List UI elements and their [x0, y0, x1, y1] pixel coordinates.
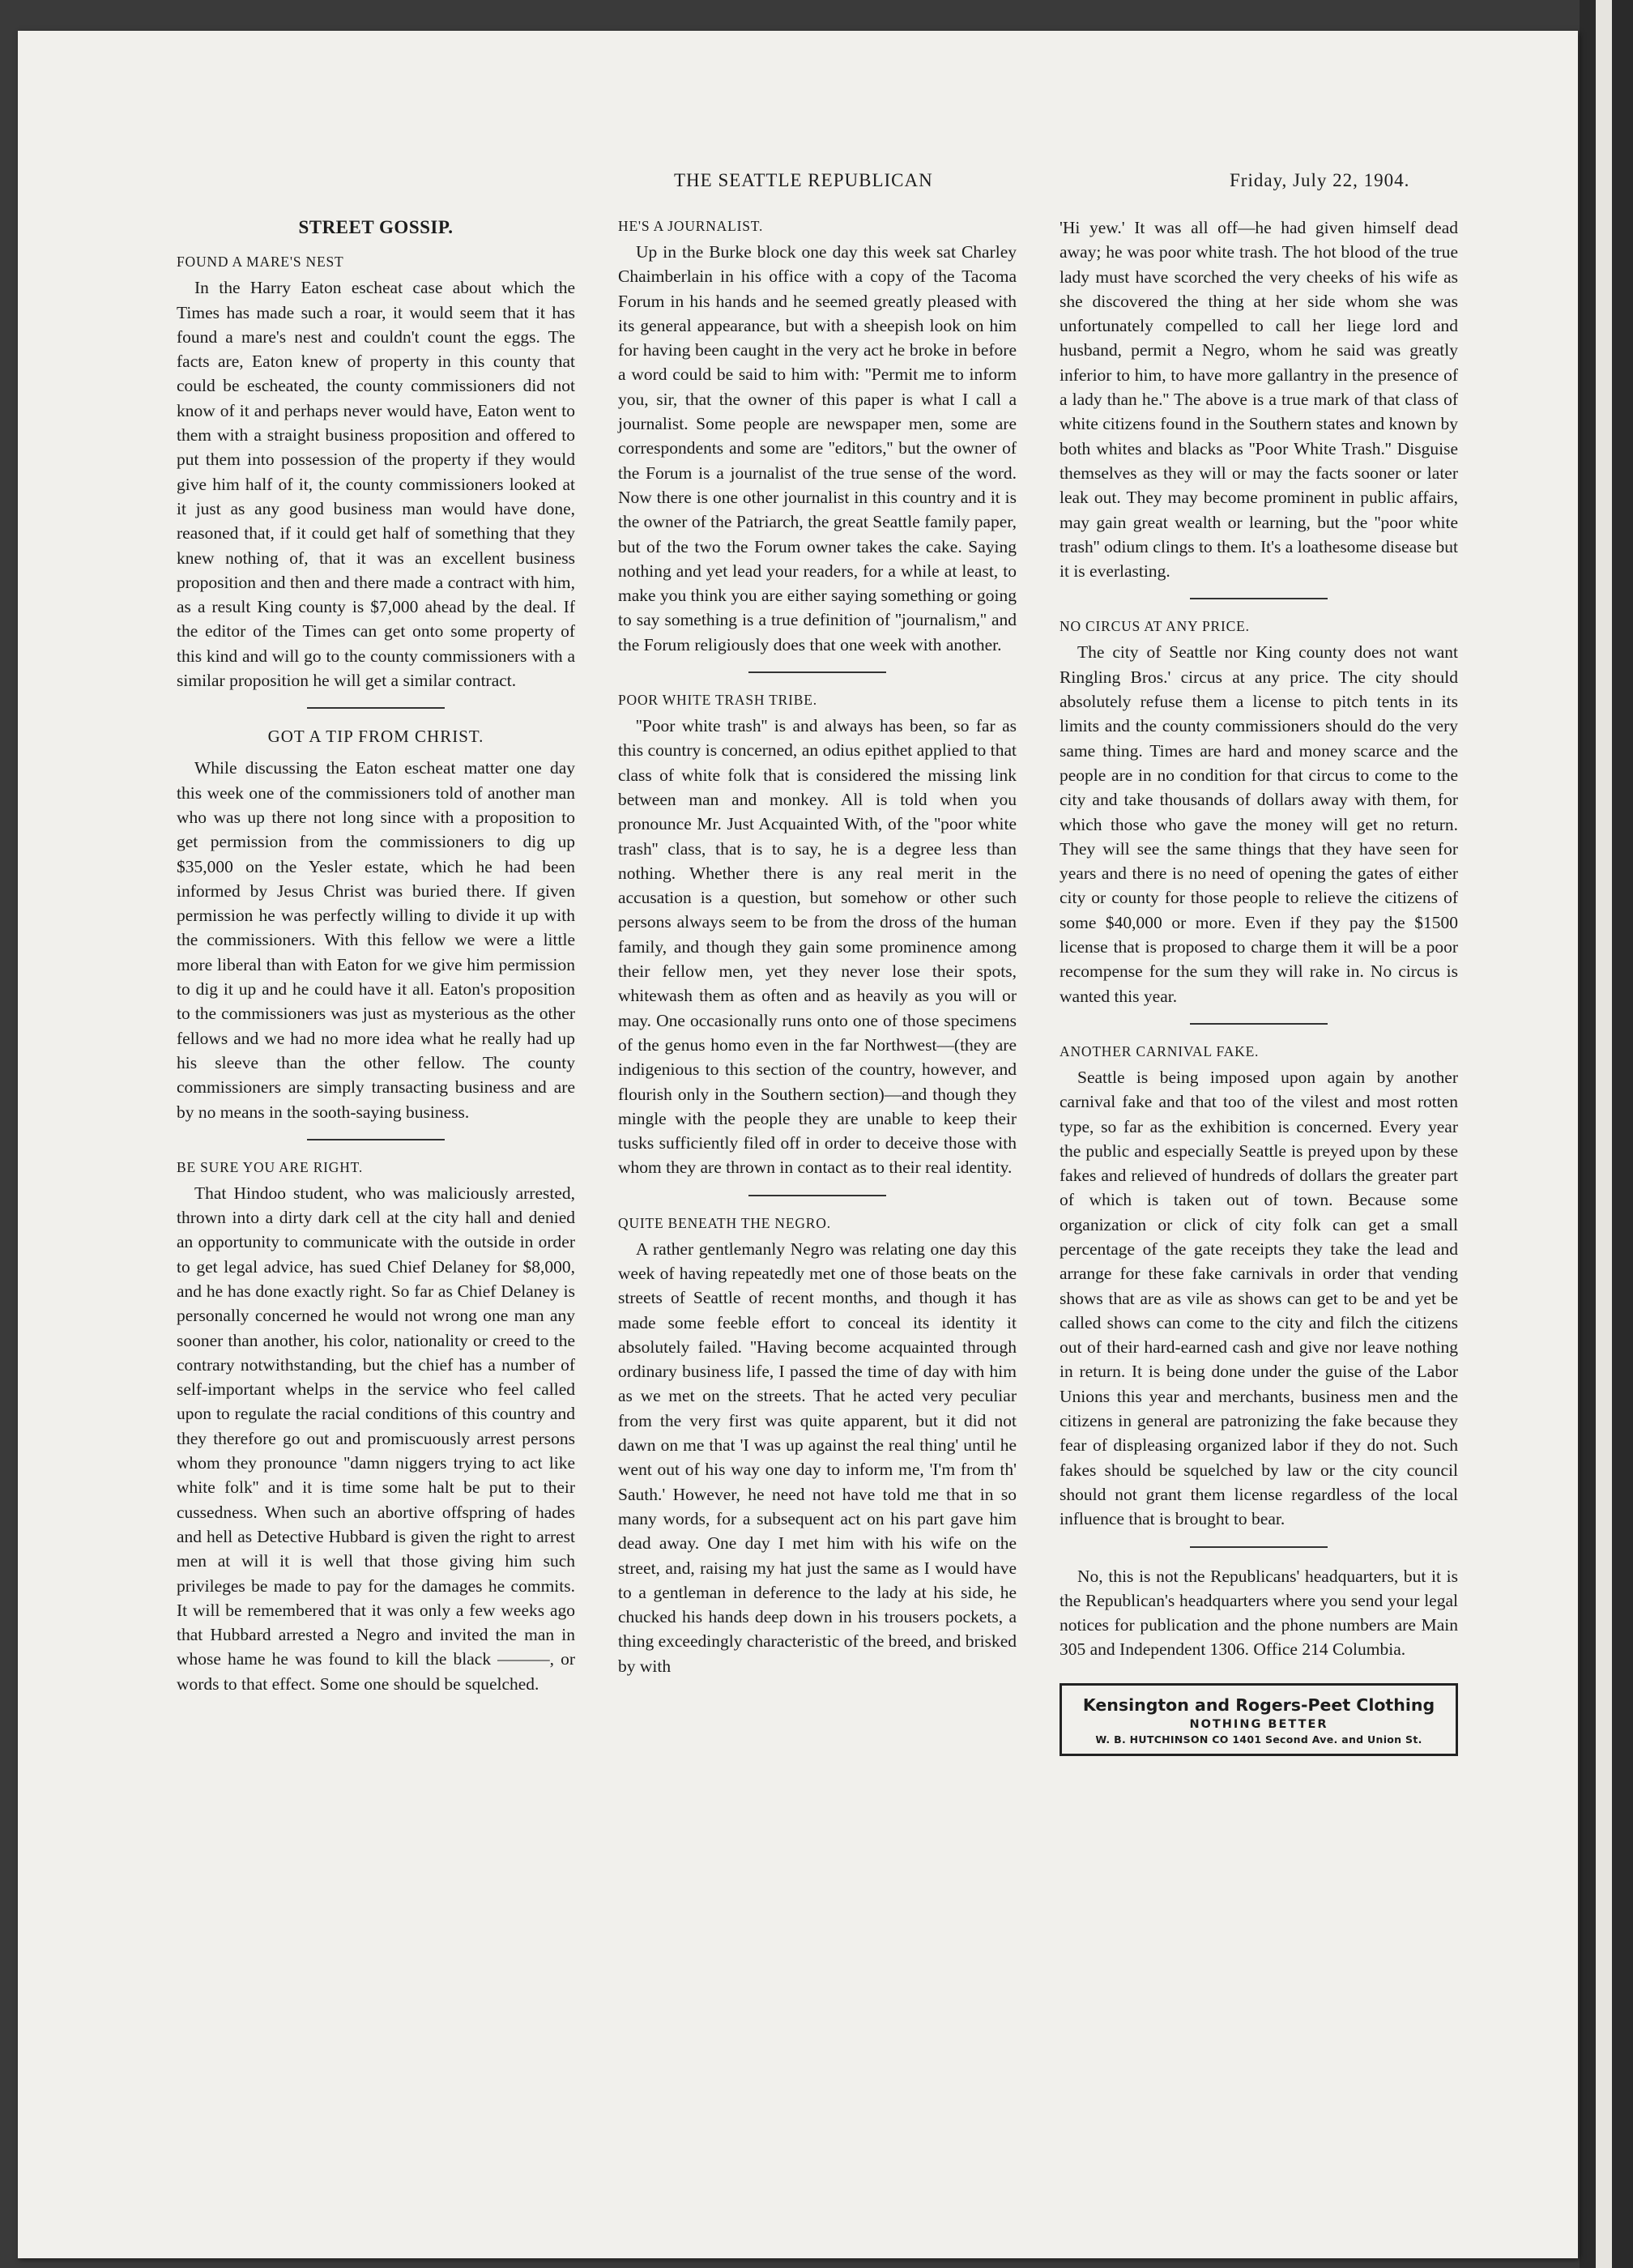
- column-2: [618, 215, 1017, 1678]
- article-body: No, this is not the Republicans' headquarters, but it is the Republican's headquarters where you send your legal notices for publication and the phone numbers are Main 305 and Independent 1306. Office 214 Columbia.: [1060, 1566, 1458, 1660]
- article-heading: BE SURE YOU ARE RIGHT.: [177, 1158, 364, 1175]
- column-3: [1060, 215, 1458, 1756]
- ad-address: W. B. HUTCHINSON CO 1401 Second Ave. and Union St.: [1095, 1733, 1422, 1746]
- divider-rule: [1190, 1546, 1328, 1548]
- article-heading: HE'S A JOURNALIST.: [618, 218, 764, 234]
- next-page-edge: [1596, 0, 1612, 2268]
- article-body: A rather gentlemanly Negro was relating one day this week of having repeatedly met one of those beats on the streets of Seattle of recent months, and though it has made some feeble effort to conceal its identity it absolutely failed. ''Having become acquainted through ordinary business life, I passed the time of day with him as we met on the streets. That he acted very peculiar from the very first was quite apparent, but it did not dawn on me that 'I was up against the real thing' until he went out of his way one day to inform me, 'I'm from th' Sauth.' However, he need not have told me that in so many words, for a subsequent act on his part gave him dead away. One day I met him with his wife on the street, and, raising my hat just the same as I would have to a gentleman in deference to the lady at his side, he chucked his hands deep down in his trousers pockets, a thing exceedingly characteristic of the breed, and brisked by with: [618, 1238, 1017, 1676]
- article-body: Seattle is being imposed upon again by another carnival fake and that too of the vilest and most rotten type, so far as the exhibition is concerned. Every year the public and especially Seattle is preyed upon by these fakes and relieved of hundreds of dollars the greater part of which is taken out of town. Because some organization or click of city folk can get a small percentage of the gate receipts they take the lead and arrange for these fake carnivals in order that vending shows that are as vile as shows can get to be and yet be called shows can come to the city and filch the citizens out of their hard-earned cash and give nor leave nothing in return. It is being done under the guise of the Labor Unions this year and merchants, business men and the citizens in general are patronizing the fake because they fear of displeasing organized labor if they do not. Such fakes should be squelched by law or the city council should not grant them license regardless of the local influence that is brought to bear.: [1060, 1067, 1458, 1529]
- paper-title: THE SEATTLE REPUBLICAN: [674, 170, 933, 190]
- column-1: [177, 215, 575, 1696]
- section-masthead: STREET GOSSIP.: [298, 217, 454, 237]
- ad-tagline: NOTHING BETTER: [1189, 1717, 1328, 1731]
- article-body: The city of Seattle nor King county does not want Ringling Bros.' circus at any price. The city should absolutely refuse them a license to pitch tents in its limits and the county commissioners should do the very same thing. Times are hard and money scarce and the people are in no condition for that circus to come to the city and take thousands of dollars away with them, for which those who gave the money will get no return. They will see the same things that they have seen for years and there is no need of opening the gates of either city or county for those people to relieve the citizens of some $40,000 or more. Even if they pay the $1500 license that is proposed to charge them it will be a poor recompense for the sum they will rake in. No circus is wanted this year.: [1060, 642, 1458, 1006]
- article-body: 'Hi yew.' It was all off—he had given himself dead away; he was poor white trash. The hot blood of the true lady must have scorched the very cheeks of his wife as she discovered the thing at her side whom she was unfortunately compelled to call her liege lord and husband, permit a Negro, whom he said was greatly inferior to him, to have more gallantry in the presence of a lady than he.'' The above is a true mark of that class of white citizens found in the Southern states and known by both whites and blacks as ''Poor White Trash.'' Disguise themselves as they will or may the facts sooner or later leak out. They may become prominent in public affairs, may gain great wealth or learning, but the ''poor white trash'' odium clings to them. It's a loathesome disease but it is everlasting.: [1060, 218, 1458, 582]
- article-heading: NO CIRCUS AT ANY PRICE.: [1060, 618, 1250, 635]
- divider-rule: [307, 1139, 445, 1140]
- article-body: That Hindoo student, who was maliciously arrested, thrown into a dirty dark cell at the city hall and denied an opportunity to communicate with the outside in order to get legal advice, has sued Chief Delaney for $8,000, and he has done exactly right. So far as Chief Delaney is personally concerned he would not wrong one man any sooner than another, his color, nationality or creed to the contrary notwithstanding, but the chief has a number of self-important whelps in the service who feel called upon to regulate the racial conditions of this country and they therefore go out and promiscuously arrest persons whom they pronounce ''damn niggers trying to act like white folk'' and it is time some halt be put to their cussedness. When such an abortive offspring of hades and hell as Detective Hubbard is given the right to arrest men at will it is well that those giving him such privileges be made to pay for the damages he commits. It will be remembered that it was only a few weeks ago that Hubbard arrested a Negro and invited the man in whose hame he was found to kill the black ———, or words to that effect. Some one should be squelched.: [177, 1183, 575, 1694]
- clothing-advertisement: [1060, 1683, 1458, 1756]
- article-body: ''Poor white trash'' is and always has been, so far as this country is concerned, an odius epithet applied to that class of white folk that is considered the missing link between man and monkey. All is told when you pronounce Mr. Just Acquainted With, of the ''poor white trash'' class, that is to say, he is a degree less than nothing. Whether there is any real merit in the accusation is a question, but somehow or other such persons always seem to be from the dross of the human family, and though they gain some prominence among their fellow men, yet they never lose their spots, whitewash them as often and as heavily as you will or may. One occasionally runs onto one of those specimens of the genus homo even in the far Northwest—(they are indigenious to this section of the country, however, and flourish only in the Southern section)—and though they mingle with the people they are unable to keep their tusks sufficiently filed off in order to deceive those with whom they are thrown in contact as to their real identity.: [618, 716, 1017, 1178]
- article-heading: FOUND A MARE'S NEST: [177, 254, 344, 271]
- article-heading: QUITE BENEATH THE NEGRO.: [618, 1214, 831, 1231]
- article-heading: GOT A TIP FROM CHRIST.: [267, 727, 484, 747]
- article-heading: POOR WHITE TRASH TRIBE.: [618, 692, 817, 709]
- article-heading: ANOTHER CARNIVAL FAKE.: [1060, 1042, 1260, 1059]
- article-body: Up in the Burke block one day this week sat Charley Chaimberlain in his office with a copy of the Tacoma Forum in his hands and he seemed greatly pleased with its general appearance, but with a sheepish look on him for having been caught in the very act he broke in before a word could be said to him with: ''Permit me to inform you, sir, that the owner of this paper is what I call a journalist. Some people are newspaper men, some are correspondents and some are ''editors,'' but the owner of the Forum is a journalist of the true sense of the word. Now there is one other journalist in this country and it is the owner of the Patriarch, the great Seattle family paper, but of the two the Forum owner takes the cake. Saying nothing and yet lead your readers, for a while at least, to make you think you are either saying something or going to say something is a true definition of ''journalism,'' and the Forum religiously does that one week with another.: [618, 242, 1017, 654]
- divider-rule: [307, 707, 445, 709]
- divider-rule: [748, 1195, 886, 1196]
- article-body: While discussing the Eaton escheat matter one day this week one of the commissioners told of another man who was up there not long since with a proposition to get permission from the commissioners to dig up $35,000 on the Yesler estate, which he had been informed by Jesus Christ was buried there. If given permission he was perfectly willing to divide it up with the commissioners. With this fellow we were a little more liberal than with Eaton for we give him permission to dig it up and he could have it all. Eaton's proposition to the commissioners was just as mysterious as the other fellows and we had no more idea what he really had up his sleeve than the other fellow. The county commissioners are simply transacting business and are by no means in the sooth-saying business.: [177, 758, 575, 1122]
- divider-rule: [1190, 1023, 1328, 1025]
- ad-headline: Kensington and Rogers-Peet Clothing: [1082, 1695, 1435, 1715]
- divider-rule: [748, 671, 886, 673]
- article-body: In the Harry Eaton escheat case about which the Times has made such a roar, it would seem that it has found a mare's nest and couldn't count the eggs. The facts are, Eaton knew of property in this county that could be escheated, the county commissioners did not know of it and perhaps never would have, Eaton went to them with a straight business proposition and offered to put them into possession of the property if they would give him half of it, the county commissioners looked at it just as any good business man would have done, reasoned that, if it could get half of something that they knew nothing of, that it was an excellent business proposition and then and there made a contract with him, as a result King county is $7,000 ahead by the deal. If the editor of the Times can get onto some property of this kind and will go to the county commissioners with a similar proposition he will get a similar contract.: [177, 278, 575, 691]
- divider-rule: [1190, 598, 1328, 599]
- issue-date: Friday, July 22, 1904.: [1230, 170, 1410, 190]
